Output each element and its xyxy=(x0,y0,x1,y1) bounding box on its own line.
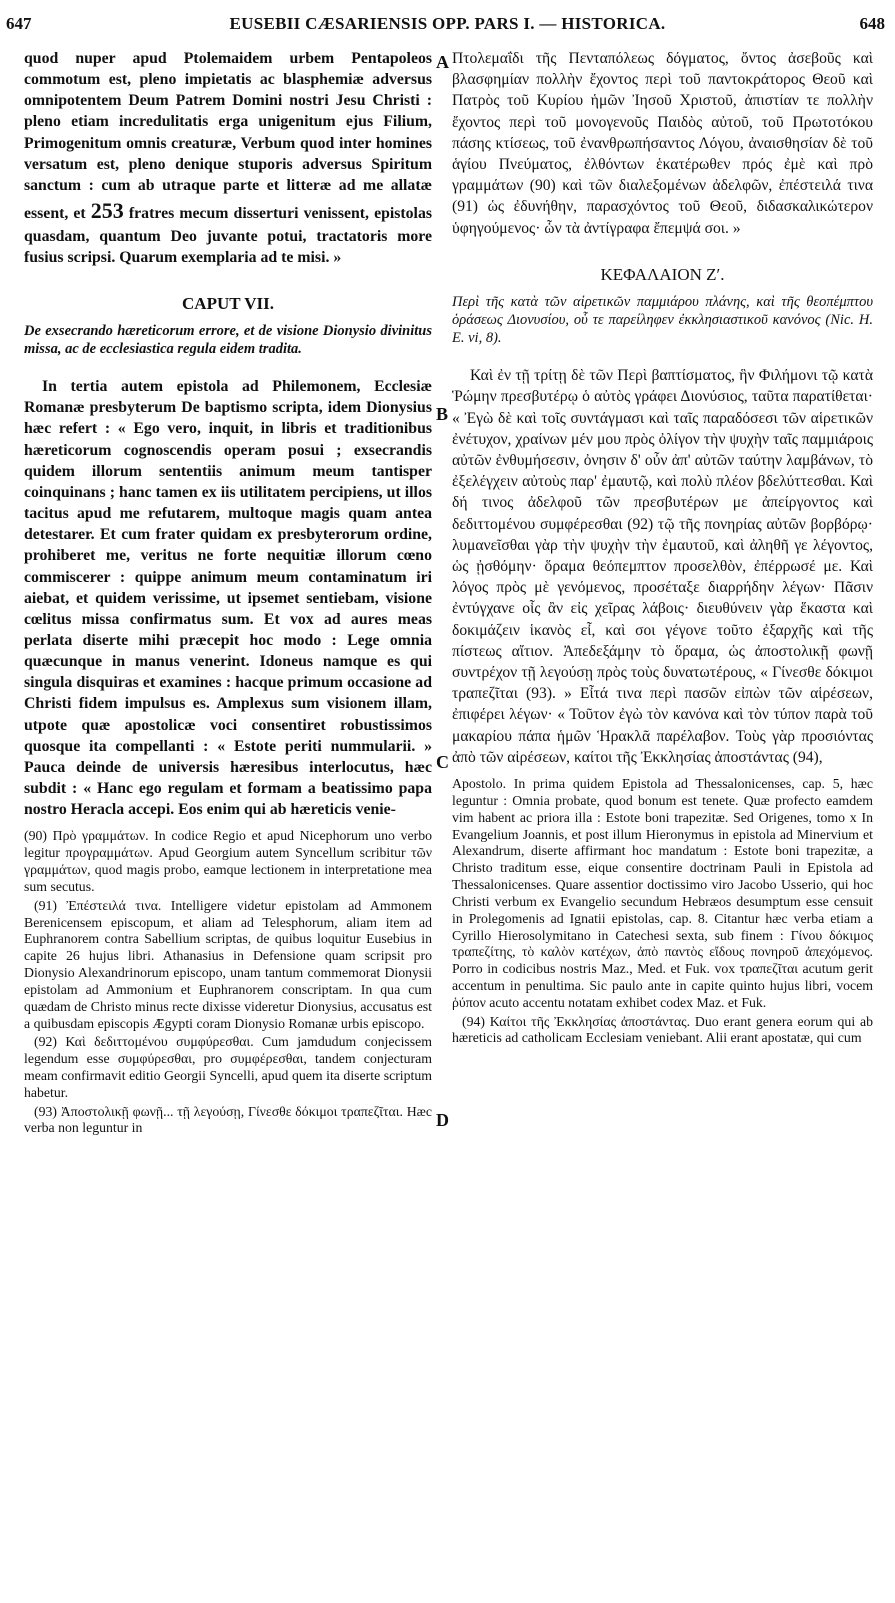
footnote-92: (92) Καὶ δεδιττομένου συμφύρεσθαι. Cum jamdudum conjecissem legendum esse συμφύρεσθαι, pro συμφέρεσθαι, tandem conjecturam meam confirmavit editio Georgii Syncelli, apud quem ita diserte scriptum habetur. xyxy=(24,1034,432,1100)
footnote-90: (90) Πρὸ γραμμάτων. In codice Regio et apud Nicephorum uno verbo legitur προγραμμάτων. Apud Georgium autem Syncellum scribitur τῶν γραμμάτων, quod magis probo, eamque lectionem in interpretatione mea sum secutus. xyxy=(24,828,432,894)
page-number-right: 648 xyxy=(859,14,885,33)
margin-letter-c: C xyxy=(436,752,449,772)
footnote-93-continued: Apostolo. In prima quidem Epistola ad Thessalonicenses, cap. 5, hæc leguntur : Omnia probate, quod bonum est tenete. Quæ profecto eamdem vim habent ac priora illa : Estote boni trapezitæ. Sed Origenes, tomo x In Evangelium Joannis, et post illum Hieronymus in epistola ad Minervium et Alexandrum, diserte affirmant hoc mandatum : Estote boni trapezitæ, a Christo traditum esse, eique consentire doctrinam Pauli in Epistola ad Thessalonicenses. Quare assentior doctissimo viro Jacobo Usserio, qui hoc Christi verbum ex Evangelio secundum Hebræos desumptum esse censuit in Prolegomenis ad Ignatii epistolas, cap. 8. Citantur hæc verba etiam a Cyrillo Hierosolymitano in Catechesi sexta, sub finem : Γίνου δόκιμος τραπεζίτης, τὸ καλὸν κατέχων, ἀπὸ παντὸς εἴδους πονηροῦ ἀπεχόμενος. Porro in codicibus nostris Maz., Med. et Fuk. vox τραπεζῖται acutum gerit accentum in penultima. Sic paulo ante in capite quinto hujus libri, vocem ῥύπον acuto accentu notatam exhibet codex Maz. et Fuk. xyxy=(452,776,873,1010)
greek-body: Καὶ ἐν τῇ τρίτῃ δὲ τῶν Περὶ βαπτίσματος, ἣν Φιλήμονι τῷ κατὰ Ῥώμην πρεσβυτέρῳ ὁ αὐτὸς γράφει Διονύσιος, ταῦτα παρατίθεται· « Ἐγὼ δὲ καὶ τοῖς συντάγμασι καὶ ταῖς παραδόσεσι τῶν αἱρετικῶν ἐνέτυχον, χραίνων μέν μου πρὸς ὀλίγον τὴν ψυχὴν ταῖς παμμιάροις αὐτῶν ἐνθυμήσεσιν, ὀνησιν δ' οὖν ἀπ' αὐτῶν ταύτην λαμβάνων, τὸ ἐξελέγχειν αὐτοὺς παρ' ἐμαυτῷ, καὶ πολὺ πλέον βδελύττεσθαι. Καὶ δή τινος ἀδελφοῦ τῶν πρεσβυτέρων με ἀπείργοντος καὶ δεδιττομένου συμφέρεσθαι (92) τῷ τῆς πονηρίας αὐτῶν βορβόρῳ· λυμανεῖσθαι γὰρ τὴν ψυχὴν τὴν ἐμαυτοῦ, καὶ ἀληθῆ γε λέγοντος, ὡς ᾐσθόμην· ὅραμα θεόπεμπτον προσελθὸν, ἐπέρρωσέ με. Καὶ λόγος πρὸς μὲ γενόμενος, προσέταξε διαρρήδην λέγων· Πᾶσιν ἐντύγχανε οἷς ἂν εἰς χεῖρας λάβοις· διευθύνειν γὰρ ἕκαστα καὶ δοκιμάζειν ἱκανὸς εἶ, καὶ σοι γέγονε τοῦτο ἐξαρχῆς καὶ τῆς πίστεως αἴτιον. Ἀπεδεξάμην τὸ ὅραμα, ὡς ἀποστολικῇ φωνῇ συντρέχον τῇ λεγούσῃ πρὸς τοὺς δυνατωτέρους, « Γίνεσθε δόκιμοι τραπεζῖται (93). » Εἶτά τινα περὶ πασῶν εἰπὼν τῶν αἱρέσεων, ἐπιφέρει λέγων· « Τοῦτον ἐγὼ τὸν κανόνα καὶ τὸν τύπον παρὰ τοῦ μακαρίου πάπα ἡμῶν Ἡρακλᾶ παρέλαβον. Τοὺς γὰρ προσιόντας ἀπὸ τῶν αἱρέσεων, καίτοι τῆς Ἐκκλησίας ἀποστάντας (94), xyxy=(452,367,873,766)
kephalaion-summary: Περὶ τῆς κατὰ τῶν αἱρετικῶν παμμιάρου πλάνης, καὶ τῆς θεοπέμπτου ὁράσεως Διονυσίου, οὗ τε παρείληφεν ἐκκλησιαστικοῦ κανόνος (Nic. H. E. vi, 8). xyxy=(452,293,873,347)
footnote-93: (93) Ἀποστολικῇ φωνῇ... τῇ λεγούσῃ, Γίνεσθε δόκιμοι τραπεζῖται. Hæc verba non leguntur in xyxy=(24,1103,432,1136)
margin-letter-d: D xyxy=(436,1110,449,1130)
greek-intro: Πτολεμαΐδι τῆς Πενταπόλεως δόγματος, ὄντος ἀσεβοῦς καὶ βλασφημίαν πολλὴν ἔχοντος περὶ τοῦ παντοκράτορος Θεοῦ καὶ Πατρὸς τοῦ Κυρίου ἡμῶν Ἰησοῦ Χριστοῦ, ἀπιστίαν τε πολλὴν ἔχοντος περὶ τοῦ μονογενοῦς Παιδὸς αὐτοῦ, τοῦ Πρωτοτόκου πάσης κτίσεως, τοῦ ἐνανθρωπήσαντος Λόγου, ἀναισθησίαν δὲ τοῦ ἁγίου Πνεύματος, ἐλθόντων ἑκατέρωθεν πρός ἐμὲ καὶ πρὸ γραμμάτων (90) καὶ τῶν διαλεξομένων ἀδελφῶν, ἐπέστειλά τινα (91) ὡς ἐδυνήθην, παρασχόντος τοῦ Θεοῦ, διδασκαλικώτερον ὑφηγούμενος· ὧν τὰ ἀντίγραφα ἔπεμψά σοι. » xyxy=(452,50,873,237)
margin-number-253: 253 xyxy=(90,198,124,224)
caput-heading: CAPUT VII. xyxy=(182,293,274,313)
margin-letter-a: A xyxy=(436,52,449,72)
footnotes-left xyxy=(24,828,432,1137)
latin-intro-part1: quod nuper apud Ptolemaidem urbem Pentapoleos commotum est, pleno impietatis ac blasphemiæ adversus omnipotentem Deum Patrem Domini nostri Jesu Christi : pleno etiam incredulitatis erga unigenitum ejus Filium, Primogenitum omnis creaturæ, Verbum quod inter homines versatum est, pleno denique stuporis adversus Spiritum sanctum : cum ab utraque parte et litteræ ad me allatæ essent, et xyxy=(24,50,432,223)
footnotes-right xyxy=(452,776,873,1047)
footnote-91: (91) Ἐπέστειλά τινα. Intelligere videtur epistolam ad Ammonem Berenicensem episcopum, et aliam ad Telesphorum, aliam item ad Euphranorem contra Sabellium scriptas, de quibus loquitur Eusebius in capite 26 hujus libri. Athanasius in Defensione quam scripsit pro Dionysio Alexandrinorum episcopo, unam tantum commemorat Dionysii epistolam ad Ammonium et Euphranorem conscriptam. In qua cum quædam de Christo minus recte dixisse videretur Dionysius, accusatus est a quibusdam episcopis Ægypti coram Dionysio Romanæ urbis episcopo. xyxy=(24,897,432,1031)
kephalaion-heading: ΚΕΦΑΛΑΙΟΝ Ζʹ. xyxy=(600,264,725,284)
caput-summary: De exsecrando hæreticorum errore, et de visione Dionysio divinitus missa, ac de ecclesiastica regula eidem tradita. xyxy=(24,322,432,357)
page-number-left: 647 xyxy=(6,14,32,33)
greek-column xyxy=(452,48,873,1049)
latin-body: In tertia autem epistola ad Philemonem, Ecclesiæ Romanæ presbyterum De baptismo scripta, idem Dionysius hæc refert : « Ego vero, inquit, in libris et traditionibus hæreticorum cognoscendis operam posui ; exsecrandis quidem illorum sententiis animum meum tantisper coinquinans ; hanc tamen ex iis utilitatem percipiens, ut illos tacitus apud me refutarem, multoque magis quam antea detestarer. Et cum frater quidam ex presbyterorum ordine, prohiberet me, veritus ne forte nequitiæ illorum cœno commiscerer : quippe animum meum contaminatum iri aiebat, et quidem verissime, ut ipsemet sentiebam, visione cœlitus missa confirmatus sum. Et vox ad aures meas perlata diserte mihi præcepit hoc modo : Lege omnia quæcunque in manus venerint. Idoneus namque es qui singula disquiras et examines : hacque primum occasione ad Christi fidem impulsus es. Amplexus sum visionem illam, utpote quæ apostolicæ voci consentiret robustissimos quosque ita compellanti : « Estote periti nummularii. » Pauca deinde de universis hæresibus interlocutus, hæc subdit : « Hanc ego regulam et formam a beatissimo papa nostro Heracla accepi. Eos enim qui ab hæreticis venie- xyxy=(24,378,432,819)
latin-intro xyxy=(24,48,432,268)
footnote-94: (94) Καίτοι τῆς Ἐκκλησίας ἀποστάντας. Duo erant genera eorum qui ab hæreticis ad catholicam Ecclesiam veniebant. Alii erant apostatæ, qui cum xyxy=(452,1013,873,1046)
margin-letter-b: B xyxy=(436,404,449,424)
latin-column xyxy=(24,48,432,1139)
running-title: EUSEBII CÆSARIENSIS OPP. PARS I. — HISTORICA. xyxy=(229,14,666,33)
latin-intro-part2: fratres mecum disserturi venissent, epistolas quasdam, quantum Deo juvante potui, tractatoris more fusius scripsi. Quarum exemplaria ad te misi. » xyxy=(24,205,432,266)
